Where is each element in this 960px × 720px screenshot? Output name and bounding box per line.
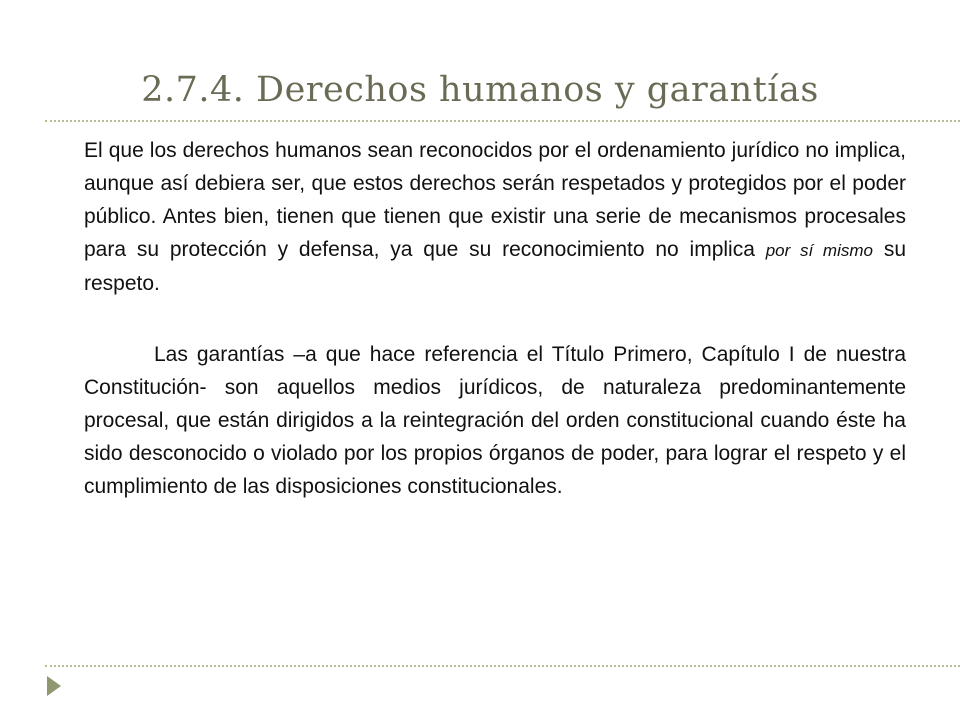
footer-divider: [45, 665, 960, 667]
paragraph-1-text: El que los derechos humanos sean reconocidos por el ordenamiento jurídico no implica, aunque así debiera ser, que estos derechos serán respetados y protegidos por el poder público. Antes bien, tienen que tienen que existir una serie de mecanismos procesales para su protección y defensa, ya que su reconocimiento no implica: [84, 139, 906, 261]
title-divider: [45, 120, 960, 122]
slide-title: 2.7.4. Derechos humanos y garantías: [141, 70, 819, 110]
paragraph-1-italic: por sí mismo: [765, 241, 873, 260]
paragraph-derechos: [84, 134, 906, 300]
slide-body: [84, 134, 906, 503]
paragraph-garantias: Las garantías –a que hace referencia el Título Primero, Capítulo I de nuestra Constitución- son aquellos medios jurídicos, de naturaleza predominantemente procesal, que están dirigidos a la reintegración del orden constitucional cuando éste ha sido desconocido o violado por los propios órganos de poder, para lograr el respeto y el cumplimiento de las disposiciones constitucionales.: [84, 343, 906, 498]
paragraph-1-end: su respeto.: [84, 238, 907, 295]
triangle-bullet-icon: [47, 676, 61, 696]
